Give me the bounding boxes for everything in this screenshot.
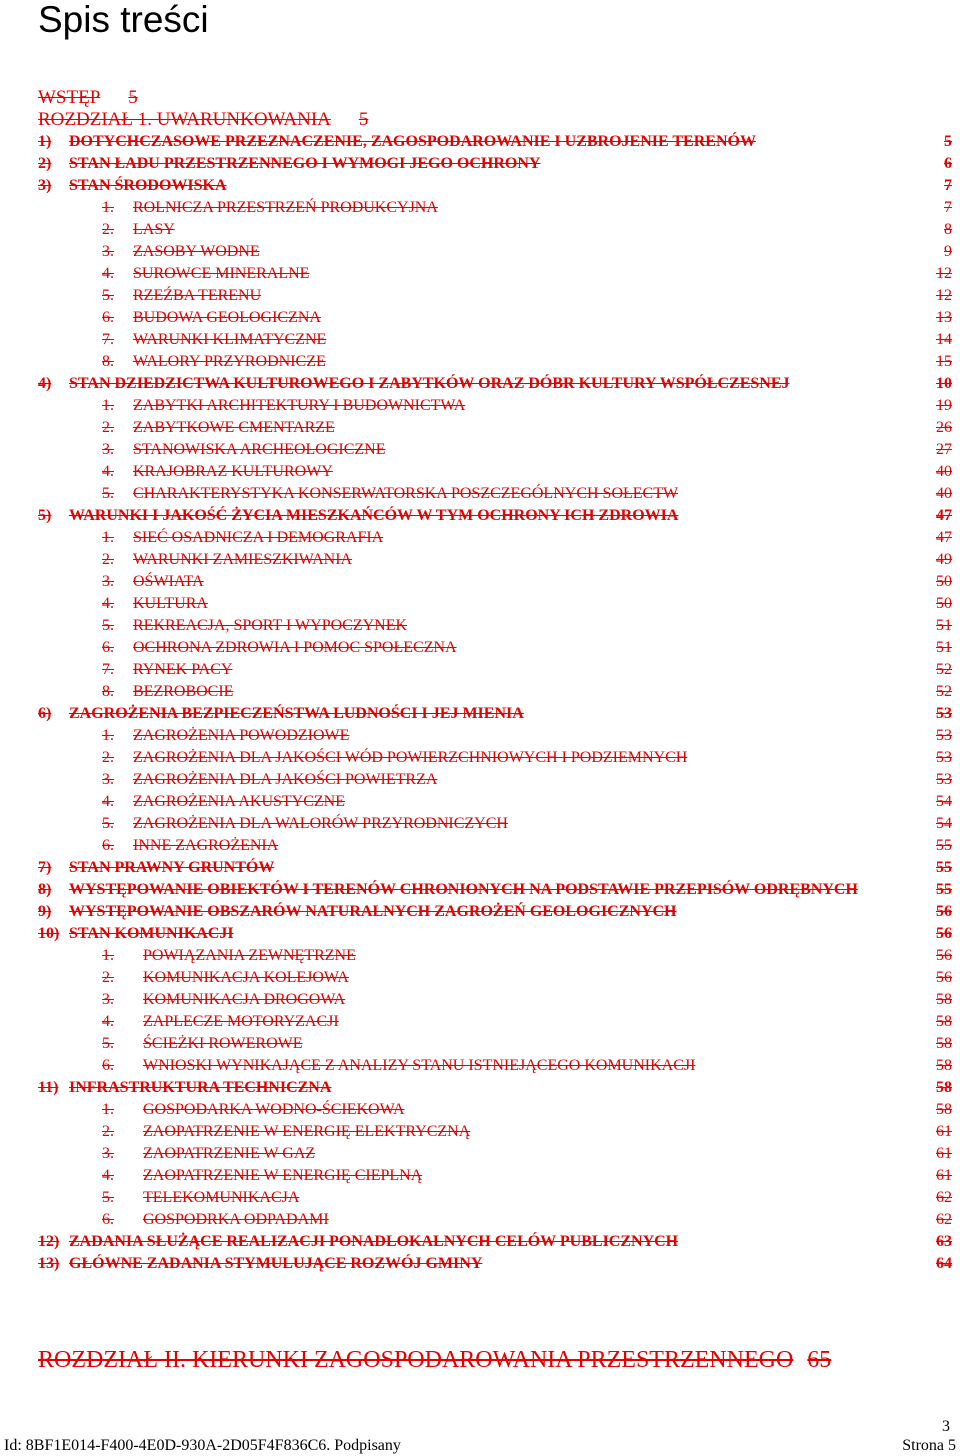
toc-entry[interactable] [38,615,952,637]
toc-entry-title: SIEĆ OSADNICZA I DEMOGRAFIA [133,529,384,546]
toc-entry-page: 54 [936,793,952,810]
toc-entry-title: STAN ŁADU PRZESTRZENNEGO I WYMOGI JEGO OCHRONY [69,155,541,172]
toc-entry-page: 58 [936,1101,952,1118]
toc-entry-number: 1. [102,199,114,216]
toc-entry-title: STAN KOMUNIKACJI [69,925,234,942]
toc-entry[interactable] [38,285,952,307]
toc-entry-page: 53 [936,705,952,722]
toc-entry[interactable] [38,1099,952,1121]
toc-entry-number: 6. [102,1057,114,1074]
toc-entry-title: ROZDZIAŁ II. KIERUNKI ZAGOSPODAROWANIA PRZESTRZENNEGO [38,1347,794,1373]
toc-entry-page: 5 [358,109,369,130]
toc-entry-page: 53 [936,727,952,744]
toc-entry-title: KRAJOBRAZ KULTUROWY [133,463,333,480]
toc-entry-page: 53 [936,749,952,766]
toc-entry[interactable] [38,329,952,351]
toc-entry[interactable] [38,241,952,263]
toc-entry-page: 58 [936,1013,952,1030]
toc-entry-number: 8. [102,353,114,370]
toc-entry-page: 64 [936,1255,952,1272]
toc-entry-page: 55 [936,859,952,876]
toc-entry-number: 5. [102,617,114,634]
toc-entry-number: 3) [38,177,52,194]
toc-entry-title: WNIOSKI WYNIKAJĄCE Z ANALIZY STANU ISTNIEJĄCEGO KOMUNIKACJI [143,1057,696,1074]
toc-entry-number: 4. [102,1167,114,1184]
toc-entry-title: ZAGROŻENIA DLA JAKOŚCI POWIETRZA [133,771,438,788]
toc-entry-number: 2. [102,1123,114,1140]
toc-entry-title: OŚWIATA [133,573,204,590]
toc-entry-number: 11) [38,1079,59,1096]
toc-entry[interactable] [38,703,952,725]
toc-entry-title: KOMUNIKACJA KOLEJOWA [143,969,349,986]
toc-entry[interactable] [38,593,952,615]
toc-entry[interactable] [38,769,952,791]
toc-entry-number: 2. [102,551,114,568]
toc-entry-page: 62 [936,1211,952,1228]
toc-entry-page: 52 [936,683,952,700]
toc-entry[interactable] [38,923,952,945]
toc-entry[interactable] [38,1253,952,1275]
toc-entry-number: 2) [38,155,52,172]
toc-entry[interactable] [38,505,952,527]
toc-entry[interactable] [38,989,952,1011]
toc-entry-number: 3. [102,771,114,788]
toc-entry-page: 58 [936,1057,952,1074]
toc-entry[interactable] [38,857,952,879]
toc-entry-number: 1) [38,133,52,150]
toc-entry[interactable] [38,1055,952,1077]
toc-entry[interactable] [38,813,952,835]
toc-entry-number: 1. [102,947,114,964]
toc-entry[interactable] [38,373,952,395]
toc-entry[interactable] [38,87,952,109]
toc-entry-number: 7) [38,859,52,876]
toc-entry[interactable] [38,1209,952,1231]
page-title: Spis treści [38,0,209,40]
toc-entry-title: STANOWISKA ARCHEOLOGICZNE [133,441,386,458]
toc-entry-title: INFRASTRUKTURA TECHNICZNA [69,1079,332,1096]
toc-entry-title: POWIĄZANIA ZEWNĘTRZNE [143,947,356,964]
toc-entry-title: WARUNKI ZAMIESZKIWANIA [133,551,353,568]
toc-entry-page: 8 [944,221,952,238]
toc-entry-title: ZAGROŻENIA DLA JAKOŚCI WÓD POWIERZCHNIOWYCH I PODZIEMNYCH [133,749,688,766]
toc-entry-title: ZAPLECZE MOTORYZACJI [143,1013,339,1030]
toc-entry-page: 65 [807,1347,832,1373]
toc-entry-title: ZAGROŻENIA DLA WALORÓW PRZYRODNICZYCH [133,815,508,832]
toc-entry-page: 58 [936,1079,952,1096]
toc-entry-number: 1. [102,727,114,744]
toc-entry-number: 13) [38,1255,60,1272]
toc-entry-title: ZAGROŻENIA POWODZIOWE [133,727,350,744]
footer-document-id: Id: 8BF1E014-F400-4E0D-930A-2D05F4F836C6. Podpisany [4,1437,401,1454]
toc-entry-title: KULTURA [133,595,208,612]
toc-entry-page: 55 [936,881,952,898]
toc-entry-title: ZAOPATRZENIE W ENERGIĘ ELEKTRYCZNĄ [143,1123,471,1140]
toc-entry-number: 10) [38,925,60,942]
toc-entry-number: 4. [102,595,114,612]
toc-entry-number: 4. [102,463,114,480]
toc-entry-number: 3. [102,573,114,590]
toc-entry[interactable] [38,637,952,659]
toc-entry-number: 8) [38,881,52,898]
toc-entry-page: 50 [936,573,952,590]
toc-entry-page: 5 [944,133,952,150]
toc-entry-title: DOTYCHCZASOWE PRZEZNACZENIE, ZAGOSPODAROWANIE I UZBROJENIE TERENÓW [69,133,756,150]
toc-entry[interactable] [38,1143,952,1165]
toc-entry-number: 6. [102,309,114,326]
toc-entry-title: ZAOPATRZENIE W ENERGIĘ CIEPLNĄ [143,1167,423,1184]
toc-entry-title: RZEŹBA TERENU [133,287,262,304]
toc-entry-title: RYNEK PACY [133,661,233,678]
toc-entry-page: 61 [936,1145,952,1162]
toc-entry-page: 6 [944,155,952,172]
toc-entry-page: 58 [936,1035,952,1052]
toc-entry-title: BEZROBOCIE [133,683,234,700]
toc-entry-title: ZADANIA SŁUŻĄCE REALIZACJI PONADLOKALNYCH CELÓW PUBLICZNYCH [69,1233,679,1250]
toc-entry-page: 47 [936,507,952,524]
toc-entry-title: GŁÓWNE ZADANIA STYMULUJĄCE ROZWÓJ GMINY [69,1255,483,1272]
toc-entry-page: 61 [936,1167,952,1184]
toc-entry[interactable] [38,417,952,439]
toc-entry-title: WARUNKI KLIMATYCZNE [133,331,327,348]
toc-entry-number: 3. [102,1145,114,1162]
toc-entry-title: CHARAKTERYSTYKA KONSERWATORSKA POSZCZEGÓLNYCH SOŁECTW [133,485,679,502]
toc-entry-page: 49 [936,551,952,568]
toc-entry-number: 12) [38,1233,60,1250]
toc-entry-page: 9 [944,243,952,260]
toc-entry-title: ŚCIEŻKI ROWEROWE [143,1035,303,1052]
toc-entry-number: 7. [102,331,114,348]
toc-entry-page: 56 [936,947,952,964]
toc-entry-page: 26 [936,419,952,436]
toc-entry-number: 2. [102,749,114,766]
toc-entry-number: 5. [102,287,114,304]
toc-entry-page: 58 [936,991,952,1008]
toc-entry[interactable] [38,1165,952,1187]
toc-entry-title: KOMUNIKACJA DROGOWA [143,991,346,1008]
toc-entry[interactable] [38,197,952,219]
toc-entry-title: WALORY PRZYRODNICZE [133,353,326,370]
toc-entry-page: 47 [936,529,952,546]
toc-entry-title: OCHRONA ZDROWIA I POMOC SPOŁECZNA [133,639,457,656]
toc-entry-number: 6. [102,837,114,854]
toc-entry-page: 14 [936,331,952,348]
toc-entry-page: 5 [128,87,138,108]
toc-entry[interactable] [38,483,952,505]
toc-entry-page: 50 [936,595,952,612]
toc-entry-page: 7 [944,199,952,216]
toc-entry-number: 5. [102,485,114,502]
toc-entry[interactable] [38,395,952,417]
toc-entry[interactable] [38,967,952,989]
toc-entry-number: 7. [102,661,114,678]
toc-entry-number: 6. [102,639,114,656]
toc-entry[interactable] [38,659,952,681]
toc-entry-page: 55 [936,837,952,854]
toc-entry-title: ZAGROŻENIA AKUSTYCZNE [133,793,345,810]
toc-entry[interactable] [38,571,952,593]
toc-entry-page: 63 [936,1233,952,1250]
toc-entry-title: WSTĘP [38,87,101,108]
toc-entry-page: 52 [936,661,952,678]
toc-entry-page: 54 [936,815,952,832]
footer [4,1437,956,1455]
toc-entry[interactable] [38,307,952,329]
toc-entry-title: WYSTĘPOWANIE OBSZARÓW NATURALNYCH ZAGROŻEŃ GEOLOGICZNYCH [69,903,677,920]
table-of-contents [38,87,952,1275]
toc-entry-number: 9) [38,903,52,920]
toc-entry-number: 2. [102,969,114,986]
toc-entry[interactable] [38,527,952,549]
toc-entry-page: 40 [936,485,952,502]
toc-entry-page: 53 [936,771,952,788]
toc-entry-title: ZASOBY WODNE [133,243,260,260]
toc-entry-page: 40 [936,463,952,480]
toc-entry-title: BUDOWA GEOLOGICZNA [133,309,321,326]
toc-entry-page: 56 [936,903,952,920]
toc-entry-number: 5. [102,815,114,832]
toc-entry-title: ZAOPATRZENIE W GAZ [143,1145,316,1162]
toc-entry-number: 1. [102,529,114,546]
toc-entry[interactable] [38,945,952,967]
toc-entry[interactable] [38,175,952,197]
toc-entry-page: 7 [944,177,952,194]
toc-entry-page: 56 [936,969,952,986]
toc-entry[interactable] [38,351,952,373]
toc-entry[interactable] [38,747,952,769]
toc-entry-number: 4. [102,793,114,810]
toc-entry-title: ZABYTKOWE CMENTARZE [133,419,335,436]
toc-entry-number: 4) [38,375,52,392]
toc-entry-number: 6. [102,1211,114,1228]
toc-entry[interactable] [38,879,952,901]
toc-entry[interactable] [38,219,952,241]
toc-entry-page: 12 [936,265,952,282]
toc-entry-title: WYSTĘPOWANIE OBIEKTÓW I TERENÓW CHRONIONYCH NA PODSTAWIE PRZEPISÓW ODRĘBNYCH [69,881,858,898]
toc-entry[interactable] [38,549,952,571]
toc-entry-title: TELEKOMUNIKACJA [143,1189,300,1206]
toc-entry-title: SUROWCE MINERALNE [133,265,310,282]
toc-entry[interactable] [38,1231,952,1253]
toc-entry[interactable] [38,461,952,483]
toc-entry-page: 62 [936,1189,952,1206]
toc-entry-number: 3. [102,441,114,458]
toc-entry-title: REKREACJA, SPORT I WYPOCZYNEK [133,617,408,634]
toc-entry-title: ZAGROŻENIA BEZPIECZEŃSTWA LUDNOŚCI I JEJ MIENIA [69,705,524,722]
toc-entry-page: 56 [936,925,952,942]
page-number: 3 [942,1418,950,1435]
toc-entry[interactable] [38,835,952,857]
toc-entry-number: 4. [102,1013,114,1030]
toc-entry-number: 5) [38,507,52,524]
toc-entry[interactable] [38,791,952,813]
toc-entry-title: STAN PRAWNY GRUNTÓW [69,859,275,876]
toc-entry[interactable] [38,681,952,703]
toc-entry[interactable] [38,1011,952,1033]
toc-entry-number: 5. [102,1035,114,1052]
toc-entry-chapter-2[interactable] [38,1345,952,1375]
toc-entry-title: GOSPODARKA WODNO-ŚCIEKOWA [143,1101,405,1118]
toc-entry[interactable] [38,131,952,153]
toc-entry-title: ROZDZIAŁ 1. UWARUNKOWANIA [38,109,331,130]
toc-entry-title: ZABYTKI ARCHITEKTURY I BUDOWNICTWA [133,397,466,414]
toc-entry-title: INNE ZAGROŻENIA [133,837,279,854]
toc-entry[interactable] [38,153,952,175]
toc-entry-number: 2. [102,419,114,436]
toc-entry[interactable] [38,1121,952,1143]
toc-entry-title: LASY [133,221,175,238]
toc-entry[interactable] [38,1033,952,1055]
toc-entry-page: 51 [936,639,952,656]
toc-entry-number: 1. [102,1101,114,1118]
toc-entry-title: STAN ŚRODOWISKA [69,177,227,194]
toc-entry-title: GOSPODRKA ODPADAMI [143,1211,329,1228]
toc-entry[interactable] [38,109,952,131]
toc-entry-page: 12 [936,287,952,304]
toc-entry-page: 61 [936,1123,952,1140]
toc-entry[interactable] [38,263,952,285]
toc-entry-number: 1. [102,397,114,414]
toc-entry-page: 13 [936,309,952,326]
toc-entry[interactable] [38,439,952,461]
toc-entry[interactable] [38,901,952,923]
toc-entry-page: 15 [936,353,952,370]
toc-entry-number: 3. [102,243,114,260]
toc-entry-number: 3. [102,991,114,1008]
toc-entry-number: 5. [102,1189,114,1206]
toc-entry-number: 8. [102,683,114,700]
toc-entry[interactable] [38,1187,952,1209]
toc-entry-number: 4. [102,265,114,282]
toc-entry-page: 10 [936,375,952,392]
toc-entry[interactable] [38,725,952,747]
toc-entry-page: 27 [936,441,952,458]
footer-page-label: Strona 5 [902,1437,956,1454]
toc-entry-number: 6) [38,705,52,722]
toc-entry[interactable] [38,1077,952,1099]
toc-entry-page: 51 [936,617,952,634]
toc-entry-page: 19 [936,397,952,414]
toc-entry-title: ROLNICZA PRZESTRZEŃ PRODUKCYJNA [133,199,438,216]
toc-entry-title: WARUNKI I JAKOŚĆ ŻYCIA MIESZKAŃCÓW W TYM OCHRONY ICH ZDROWIA [69,507,679,524]
toc-entry-number: 2. [102,221,114,238]
toc-entry-title: STAN DZIEDZICTWA KULTUROWEGO I ZABYTKÓW ORAZ DÓBR KULTURY WSPÓŁCZESNEJ [69,375,790,392]
